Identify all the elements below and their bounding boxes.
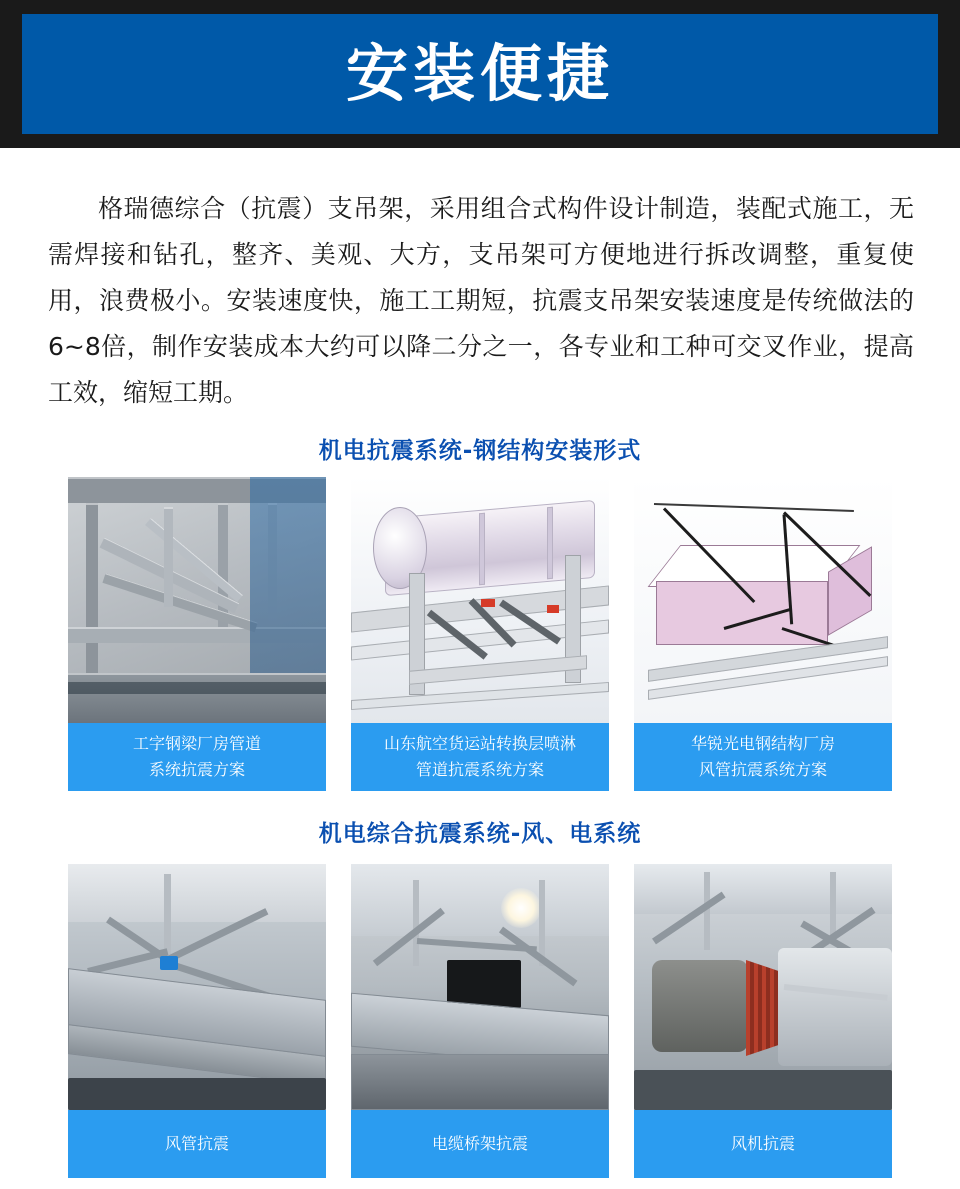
intro-paragraph: 格瑞德综合（抗震）支吊架，采用组合式构件设计制造，装配式施工，无需焊接和钻孔，整齐、美观、大方，支吊架可方便地进行拆改调整，重复使用，浪费极小。安装速度快，施工工期短，抗震支吊架安装速度是传统做法的6~8倍，制作安装成本大约可以降二分之一，各专业和工种可交叉作业，提高工效，缩短工期。 <box>48 194 914 407</box>
gallery-card[interactable] <box>351 477 609 791</box>
gallery-wind-electric <box>68 864 892 1178</box>
gallery-steel-structure <box>68 477 892 791</box>
caption-line: 风机抗震 <box>730 1134 795 1153</box>
caption-line: 山东航空货运站转换层喷淋 <box>383 734 576 753</box>
caption-line: 管道抗震系统方案 <box>415 760 544 779</box>
gallery-card[interactable] <box>634 864 892 1178</box>
section-heading-1: 机电抗震系统-钢结构安装形式 <box>318 438 642 464</box>
caption-line: 华锐光电钢结构厂房 <box>690 734 835 753</box>
card-photo-sprinkler-cad <box>351 477 609 723</box>
page-title: 安装便捷 <box>345 37 614 110</box>
card-caption <box>68 1110 326 1178</box>
card-caption <box>68 723 326 791</box>
card-caption <box>634 723 892 791</box>
caption-line: 工字钢梁厂房管道 <box>132 734 261 753</box>
header-strip <box>0 0 960 148</box>
card-caption <box>634 1110 892 1178</box>
header-banner <box>22 14 938 134</box>
card-caption <box>351 1110 609 1178</box>
card-caption <box>351 723 609 791</box>
caption-line: 电缆桥架抗震 <box>431 1134 528 1153</box>
card-photo-ibeam <box>68 477 326 723</box>
gallery-card[interactable] <box>68 864 326 1178</box>
caption-line: 系统抗震方案 <box>148 760 245 779</box>
card-photo-cable-tray-seismic <box>351 864 609 1110</box>
section-heading-2: 机电综合抗震系统-风、电系统 <box>318 821 642 847</box>
card-photo-duct-seismic <box>68 864 326 1110</box>
gallery-card[interactable] <box>634 477 892 791</box>
card-photo-duct-cad <box>634 477 892 723</box>
gallery-card[interactable] <box>351 864 609 1178</box>
caption-line: 风管抗震 <box>164 1134 229 1153</box>
caption-line: 风管抗震系统方案 <box>698 760 827 779</box>
gallery-card[interactable] <box>68 477 326 791</box>
card-photo-fan-seismic <box>634 864 892 1110</box>
